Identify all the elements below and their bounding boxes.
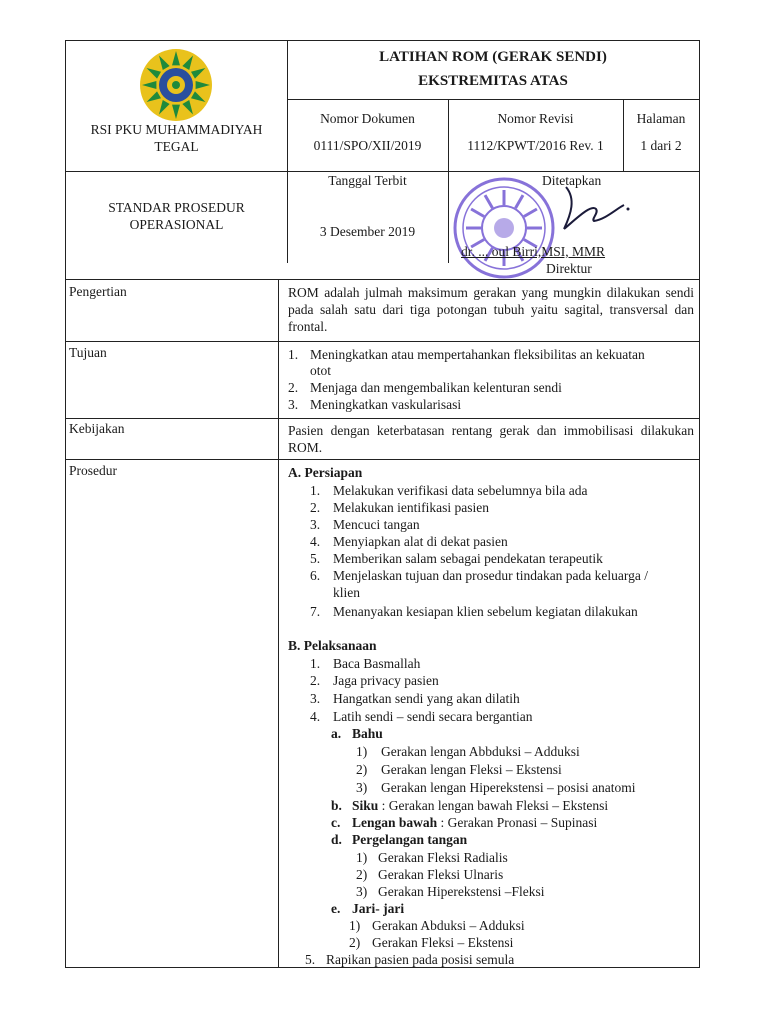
org-name-line1: RSI PKU MUHAMMADIYAH — [90, 122, 263, 137]
org-name-line2: TEGAL — [154, 139, 199, 154]
issue-date-label: Tanggal Terbit — [328, 173, 407, 188]
divider — [66, 418, 699, 419]
bahu-title: Bahu — [352, 726, 383, 741]
sop-document — [65, 40, 700, 968]
siku-letter: b. — [331, 798, 342, 813]
pelaksanaan-num-3: 3. — [310, 691, 321, 706]
pelaksanaan-item-4: Latih sendi – sendi secara bergantian — [333, 709, 533, 724]
tujuan-item-3: Meningkatkan vaskularisasi — [310, 397, 462, 412]
jari-item-2: Gerakan Fleksi – Ekstensi — [372, 935, 514, 950]
tujuan-num-1: 1. — [288, 347, 299, 362]
bahu-item-3: Gerakan lengan Hiperekstensi – posisi anatomi — [381, 780, 636, 795]
divider — [287, 99, 699, 100]
director-name: dr. ... oul Birri,MSI, MMR — [461, 244, 606, 259]
jari-num-1: 1) — [349, 918, 361, 933]
persiapan-num-1: 1. — [310, 483, 321, 498]
sop-label-line2: OPERASIONAL — [129, 217, 224, 232]
tujuan-num-3: 3. — [288, 397, 299, 412]
lengan-bawah-title: Lengan bawah — [352, 815, 438, 830]
jari-num-2: 2) — [349, 935, 361, 950]
pergelangan-letter: d. — [331, 832, 342, 847]
section-label-pengertian: Pengertian — [69, 284, 127, 299]
pergelangan-num-3: 3) — [356, 884, 368, 899]
persiapan-item-6: Menjelaskan tujuan dan prosedur tindakan pada keluarga / — [333, 568, 649, 583]
final-step-num: 5. — [305, 952, 316, 967]
jari-item-1: Gerakan Abduksi – Adduksi — [372, 918, 525, 933]
doc-number-label: Nomor Dokumen — [320, 111, 415, 126]
director-title: Direktur — [546, 261, 592, 276]
persiapan-item-6-cont: klien — [333, 585, 360, 600]
revision-label: Nomor Revisi — [497, 111, 574, 126]
pelaksanaan-num-2: 2. — [310, 673, 321, 688]
issue-date: 3 Desember 2019 — [319, 224, 416, 239]
siku-text: : Gerakan lengan bawah Fleksi – Ekstensi — [378, 798, 609, 813]
bahu-num-3: 3) — [356, 780, 368, 795]
revision-number: 1112/KPWT/2016 Rev. 1 — [467, 138, 604, 153]
persiapan-num-3: 3. — [310, 517, 321, 532]
final-step-text: Rapikan pasien pada posisi semula — [326, 952, 515, 967]
pergelangan-item-2: Gerakan Fleksi Ulnaris — [378, 867, 504, 882]
jari-title: Jari- jari — [352, 901, 405, 916]
pelaksanaan-item-1: Baca Basmallah — [333, 656, 421, 671]
tujuan-item-2: Menjaga dan mengembalikan kelenturan sendi — [310, 380, 562, 395]
pelaksanaan-num-4: 4. — [310, 709, 321, 724]
bahu-num-2: 2) — [356, 762, 368, 777]
pergelangan-num-2: 2) — [356, 867, 368, 882]
divider — [66, 459, 699, 460]
section-label-prosedur: Prosedur — [69, 463, 117, 478]
persiapan-num-5: 5. — [310, 551, 321, 566]
divider — [278, 279, 279, 967]
tujuan-item-1-cont: otot — [310, 363, 332, 378]
siku-line — [352, 797, 608, 814]
section-label-kebijakan: Kebijakan — [69, 421, 125, 436]
pergelangan-title: Pergelangan tangan — [352, 832, 468, 847]
sop-label-line1: STANDAR PROSEDUR — [108, 200, 245, 215]
persiapan-num-7: 7. — [310, 604, 321, 619]
persiapan-num-6: 6. — [310, 568, 321, 583]
lengan-bawah-line — [352, 814, 597, 831]
document-title-line1: LATIHAN ROM (GERAK SENDI) — [379, 49, 607, 65]
lengan-bawah-text: : Gerakan Pronasi – Supinasi — [437, 815, 598, 830]
tujuan-item-1: Meningkatkan atau mempertahankan fleksibilitas an kekuatan — [310, 347, 645, 362]
siku-title: Siku — [352, 798, 379, 813]
pergelangan-num-1: 1) — [356, 850, 368, 865]
tujuan-num-2: 2. — [288, 380, 299, 395]
pelaksanaan-num-1: 1. — [310, 656, 321, 671]
divider — [66, 279, 699, 280]
jari-letter: e. — [331, 901, 341, 916]
section-label-tujuan: Tujuan — [69, 345, 107, 360]
pergelangan-item-1: Gerakan Fleksi Radialis — [378, 850, 508, 865]
pelaksanaan-item-2: Jaga privacy pasien — [333, 673, 439, 688]
bahu-letter: a. — [331, 726, 342, 741]
persiapan-item-1: Melakukan verifikasi data sebelumnya bila ada — [333, 483, 588, 498]
pengertian-text: ROM adalah julmah maksimum gerakan yang mungkin dilakukan sendi pada salah satu dari tiga potongan tubuh yaitu sagital, transversal dan frontal. — [288, 285, 694, 334]
lengan-bawah-letter: c. — [331, 815, 341, 830]
bahu-item-2: Gerakan lengan Fleksi – Ekstensi — [381, 762, 562, 777]
kebijakan-text: Pasien dengan keterbatasan rentang gerak dan immobilisasi dilakukan ROM. — [288, 423, 694, 455]
pelaksanaan-item-3: Hangatkan sendi yang akan dilatih — [333, 691, 520, 706]
pergelangan-item-3: Gerakan Hiperekstensi –Fleksi — [378, 884, 545, 899]
doc-number: 0111/SPO/XII/2019 — [313, 138, 422, 153]
persiapan-num-2: 2. — [310, 500, 321, 515]
muhammadiyah-logo — [138, 47, 214, 123]
divider — [66, 341, 699, 342]
persiapan-heading: A. Persiapan — [288, 465, 363, 480]
page-label: Halaman — [636, 111, 686, 126]
page-number: 1 dari 2 — [640, 138, 682, 153]
document-title-line2: EKSTREMITAS ATAS — [418, 73, 568, 89]
bahu-item-1: Gerakan lengan Abbduksi – Adduksi — [381, 744, 580, 759]
divider — [448, 171, 449, 263]
persiapan-item-7: Menanyakan kesiapan klien sebelum kegiatan dilakukan — [333, 604, 638, 619]
persiapan-item-3: Mencuci tangan — [333, 517, 420, 532]
approved-label: Ditetapkan — [542, 173, 602, 188]
persiapan-item-4: Menyiapkan alat di dekat pasien — [333, 534, 508, 549]
persiapan-item-5: Memberikan salam sebagai pendekatan terapeutik — [333, 551, 603, 566]
bahu-num-1: 1) — [356, 744, 368, 759]
persiapan-num-4: 4. — [310, 534, 321, 549]
persiapan-item-2: Melakukan ientifikasi pasien — [333, 500, 489, 515]
pelaksanaan-heading: B. Pelaksanaan — [288, 638, 377, 653]
